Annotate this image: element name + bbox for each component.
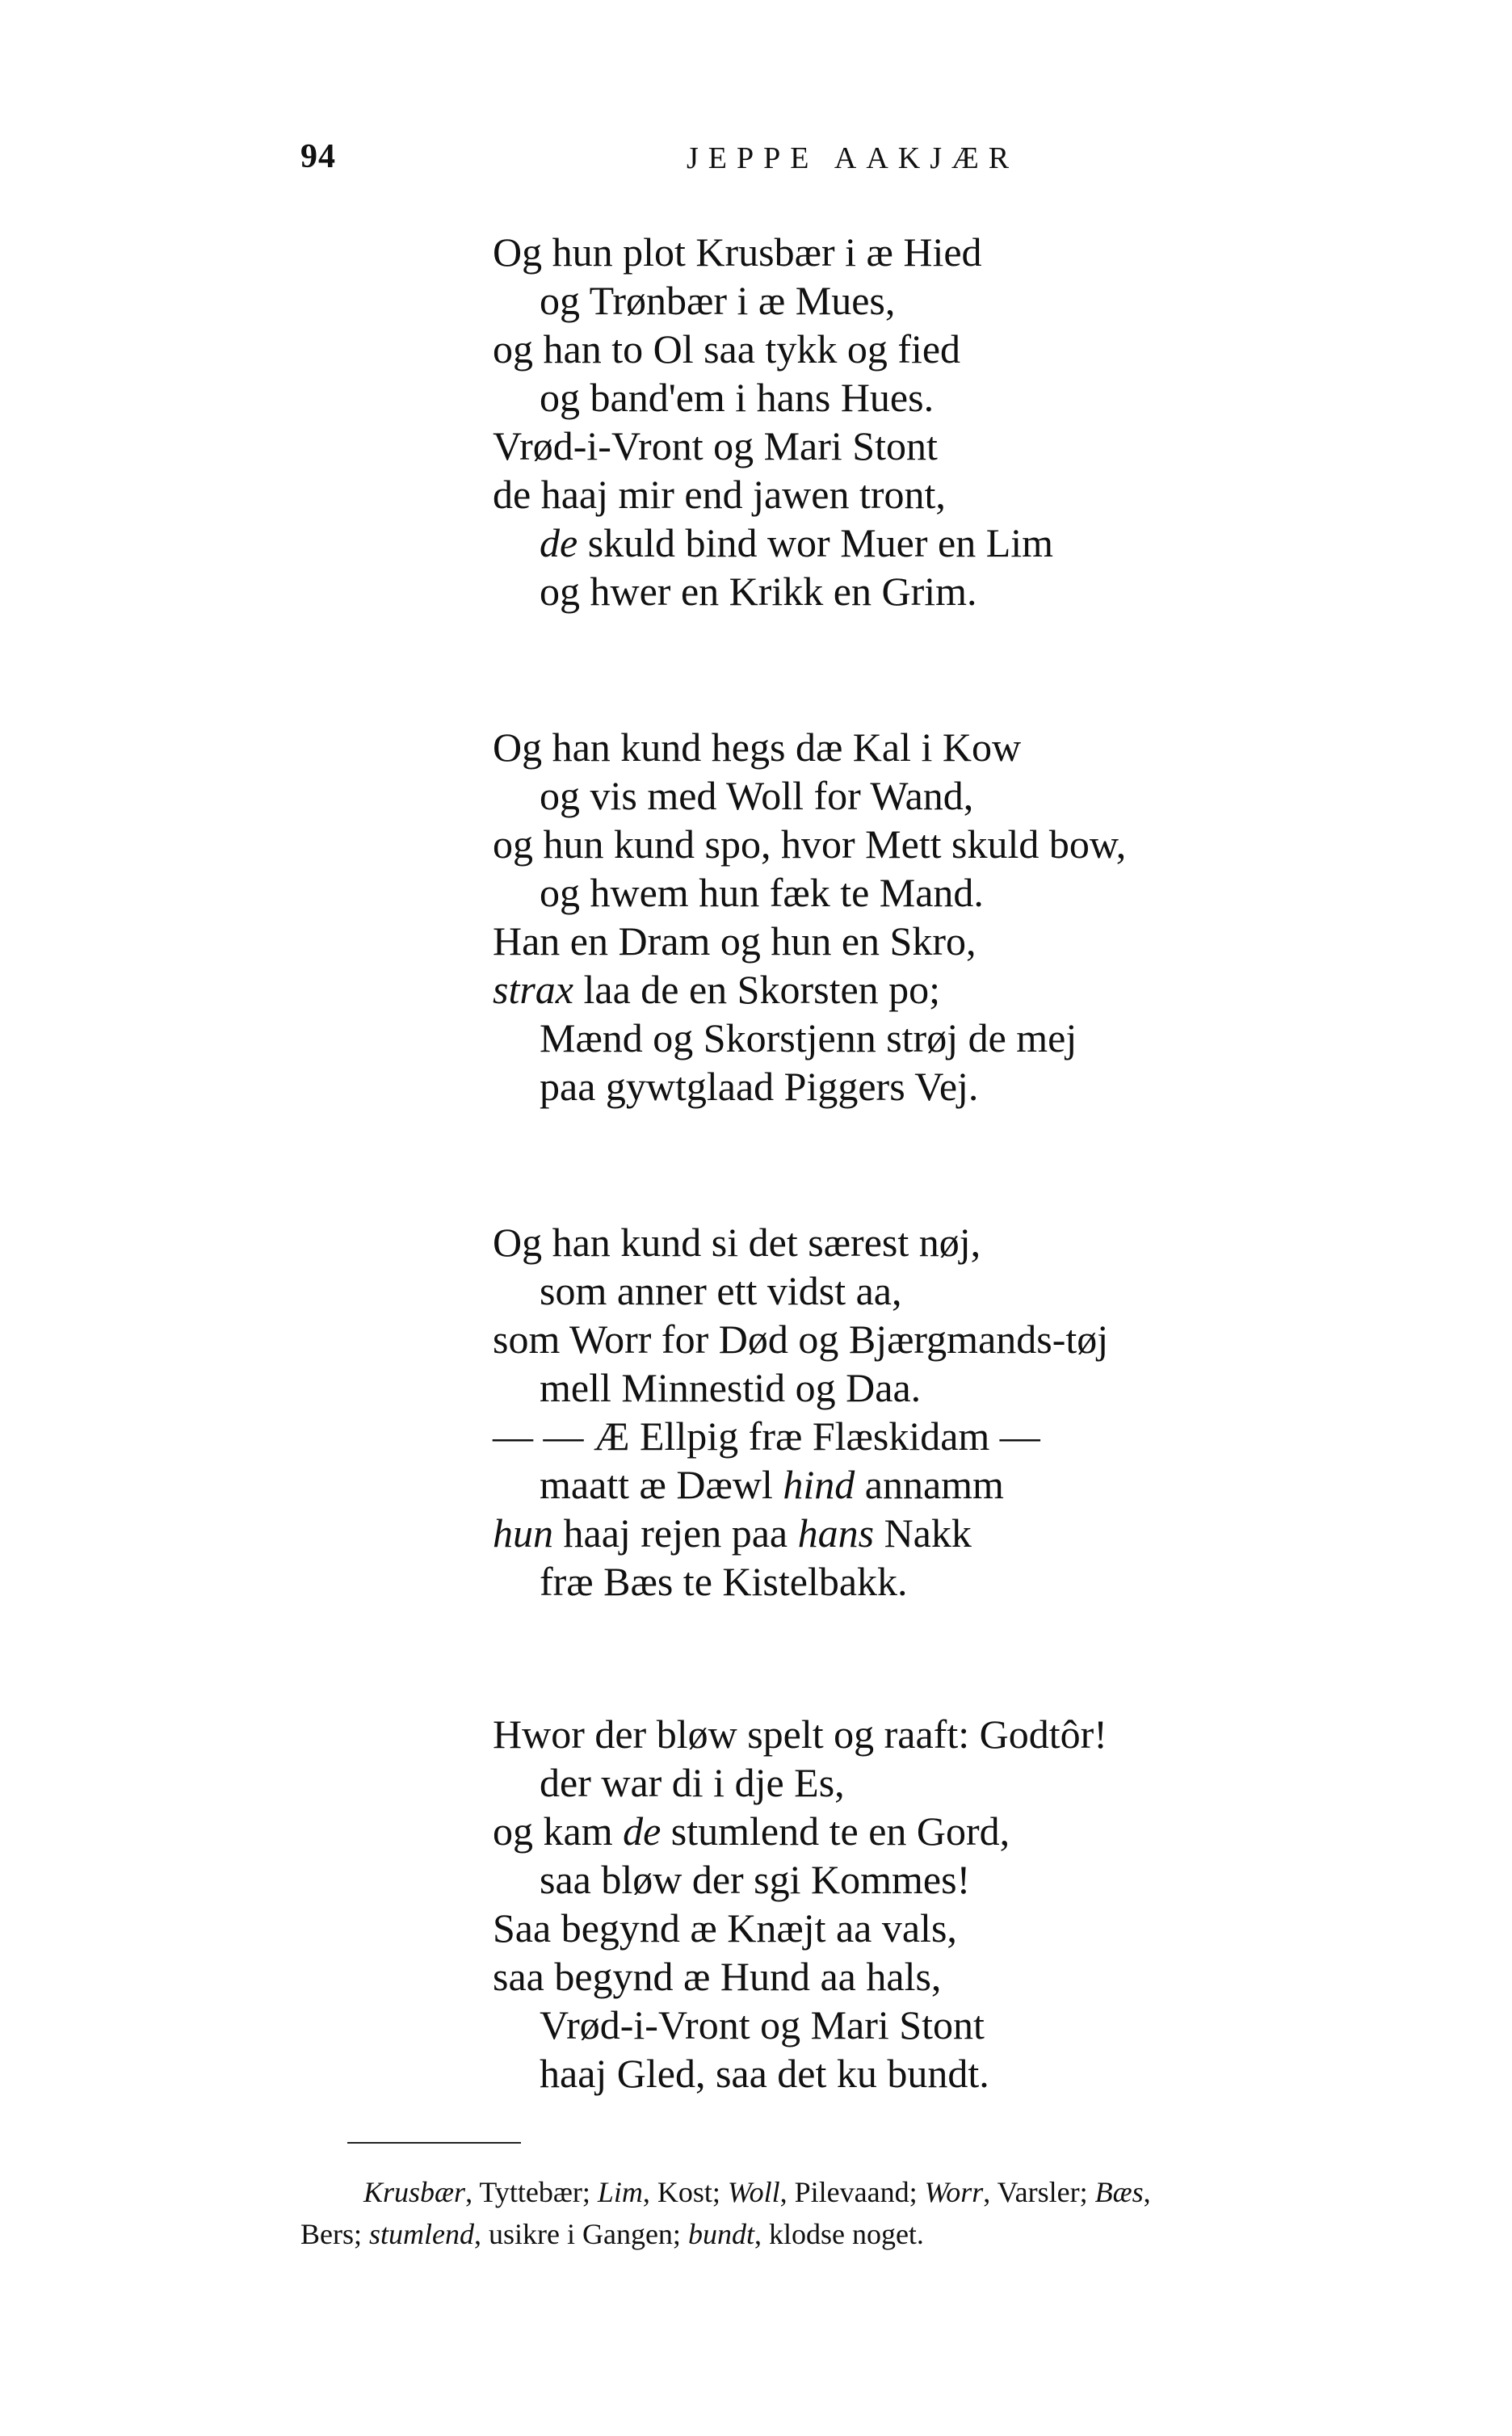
text-run: mell Minnestid og Daa. (540, 1365, 922, 1410)
verse-line (493, 228, 1422, 276)
text-run: og vis med Woll for Wand, (540, 773, 974, 818)
italic-word: Woll (727, 2176, 780, 2208)
verse-line (493, 1412, 1422, 1460)
footnote-line-2 (300, 2213, 1480, 2255)
text-run: de haaj mir end jawen tront, (493, 472, 946, 517)
verse-line (493, 1266, 1422, 1315)
text-run: Vrød-i-Vront og Mari Stont (540, 2002, 985, 2048)
text-run: , klodse noget. (754, 2218, 924, 2250)
verse-line (493, 1952, 1422, 2001)
text-run: og hwem hun fæk te Mand. (540, 870, 984, 915)
footnote (300, 2171, 1480, 2255)
footnote-rule (347, 2142, 521, 2144)
verse-line (493, 723, 1422, 771)
verse-line (493, 1710, 1422, 1758)
verse-line (493, 422, 1422, 470)
running-head: JEPPE AAKJÆR (687, 141, 1019, 175)
verse-line (493, 1758, 1422, 1807)
italic-word: hun (493, 1510, 553, 1556)
verse-line (493, 917, 1422, 965)
text-run: Saa begynd æ Knæjt aa vals, (493, 1905, 957, 1951)
text-run: stumlend te en Gord, (661, 1808, 1010, 1854)
verse-line (493, 470, 1422, 519)
text-run: Mænd og Skorstjenn strøj de mej (540, 1015, 1077, 1060)
verse-line (493, 1363, 1422, 1412)
italic-word: strax (493, 967, 573, 1012)
verse-line (493, 868, 1422, 917)
stanza-3 (493, 1218, 1422, 1606)
text-run: annamm (855, 1462, 1004, 1507)
italic-word: Lim (597, 2176, 643, 2208)
text-run: og hwer en Krikk en Grim. (540, 569, 977, 614)
verse-line (493, 519, 1422, 567)
verse-line (493, 2001, 1422, 2049)
text-run: , Pilevaand; (779, 2176, 925, 2208)
text-run: Hwor der bløw spelt og raaft: Godtôr! (493, 1712, 1107, 1757)
verse-line (493, 2049, 1422, 2098)
text-run: haaj rejen paa (553, 1510, 798, 1556)
verse-line (493, 1014, 1422, 1062)
footnote-line-1 (300, 2171, 1480, 2213)
verse-line (493, 1315, 1422, 1363)
verse-line (493, 771, 1422, 820)
italic-word: bundt (687, 2218, 754, 2250)
verse-line (493, 1460, 1422, 1509)
verse-line (493, 965, 1422, 1014)
text-run: Bers; (300, 2218, 369, 2250)
text-run: saa begynd æ Hund aa hals, (493, 1954, 942, 1999)
text-run: og Trønbær i æ Mues, (540, 278, 896, 323)
stanza-4 (493, 1710, 1422, 2098)
verse-line (493, 325, 1422, 373)
verse-line (493, 1062, 1422, 1111)
text-run: skuld bind wor Muer en Lim (578, 520, 1054, 565)
text-run: saa bløw der sgi Kommes! (540, 1857, 971, 1902)
text-run: og hun kund spo, hvor Mett skuld bow, (493, 821, 1127, 867)
text-run: som Worr for Død og Bjærgmands-tøj (493, 1317, 1109, 1362)
text-run: fræ Bæs te Kistelbakk. (540, 1559, 908, 1604)
verse-line (493, 1557, 1422, 1606)
text-run: Nakk (874, 1510, 972, 1556)
text-run: , Varsler; (983, 2176, 1095, 2208)
text-run: paa gywtglaad Piggers Vej. (540, 1064, 979, 1109)
text-run: og kam (493, 1808, 624, 1854)
italic-word: stumlend (369, 2218, 474, 2250)
verse-line (493, 567, 1422, 615)
italic-word: Bæs (1094, 2176, 1144, 2208)
text-run: som anner ett vidst aa, (540, 1268, 902, 1313)
text-run: Han en Dram og hun en Skro, (493, 918, 976, 964)
text-run: haaj Gled, saa det ku bundt. (540, 2051, 989, 2096)
page-number: 94 (300, 138, 336, 175)
text-run: , (1143, 2176, 1151, 2208)
verse-line (493, 373, 1422, 422)
verse-line (493, 1218, 1422, 1266)
text-run: — — Æ Ellpig fræ Flæskidam — (493, 1413, 1040, 1459)
text-run: , Kost; (642, 2176, 728, 2208)
verse-line (493, 1855, 1422, 1904)
italic-word: Krusbær (363, 2176, 466, 2208)
text-run: Og han kund hegs dæ Kal i Kow (493, 724, 1022, 770)
italic-word: hans (797, 1510, 875, 1556)
text-run: , usikre i Gangen; (474, 2218, 688, 2250)
text-run: laa de en Skorsten po; (573, 967, 941, 1012)
italic-word: hind (783, 1462, 855, 1507)
text-run: og band'em i hans Hues. (540, 375, 934, 420)
stanza-1 (493, 228, 1422, 615)
text-run: Vrød-i-Vront og Mari Stont (493, 423, 938, 468)
verse-line (493, 820, 1422, 868)
verse-line (493, 1807, 1422, 1855)
text-run: der war di i dje Es, (540, 1760, 845, 1805)
italic-word: Worr (924, 2176, 984, 2208)
italic-word: de (540, 520, 578, 565)
stanza-2 (493, 723, 1422, 1111)
text-run: maatt æ Dæwl (540, 1462, 783, 1507)
text-run: Og han kund si det særest nøj, (493, 1220, 981, 1265)
verse-line (493, 1509, 1422, 1557)
text-run: og han to Ol saa tykk og fied (493, 326, 961, 372)
verse-line (493, 1904, 1422, 1952)
text-run: , Tyttebær; (465, 2176, 598, 2208)
text-run: Og hun plot Krusbær i æ Hied (493, 229, 982, 275)
italic-word: de (623, 1808, 662, 1854)
verse-line (493, 276, 1422, 325)
